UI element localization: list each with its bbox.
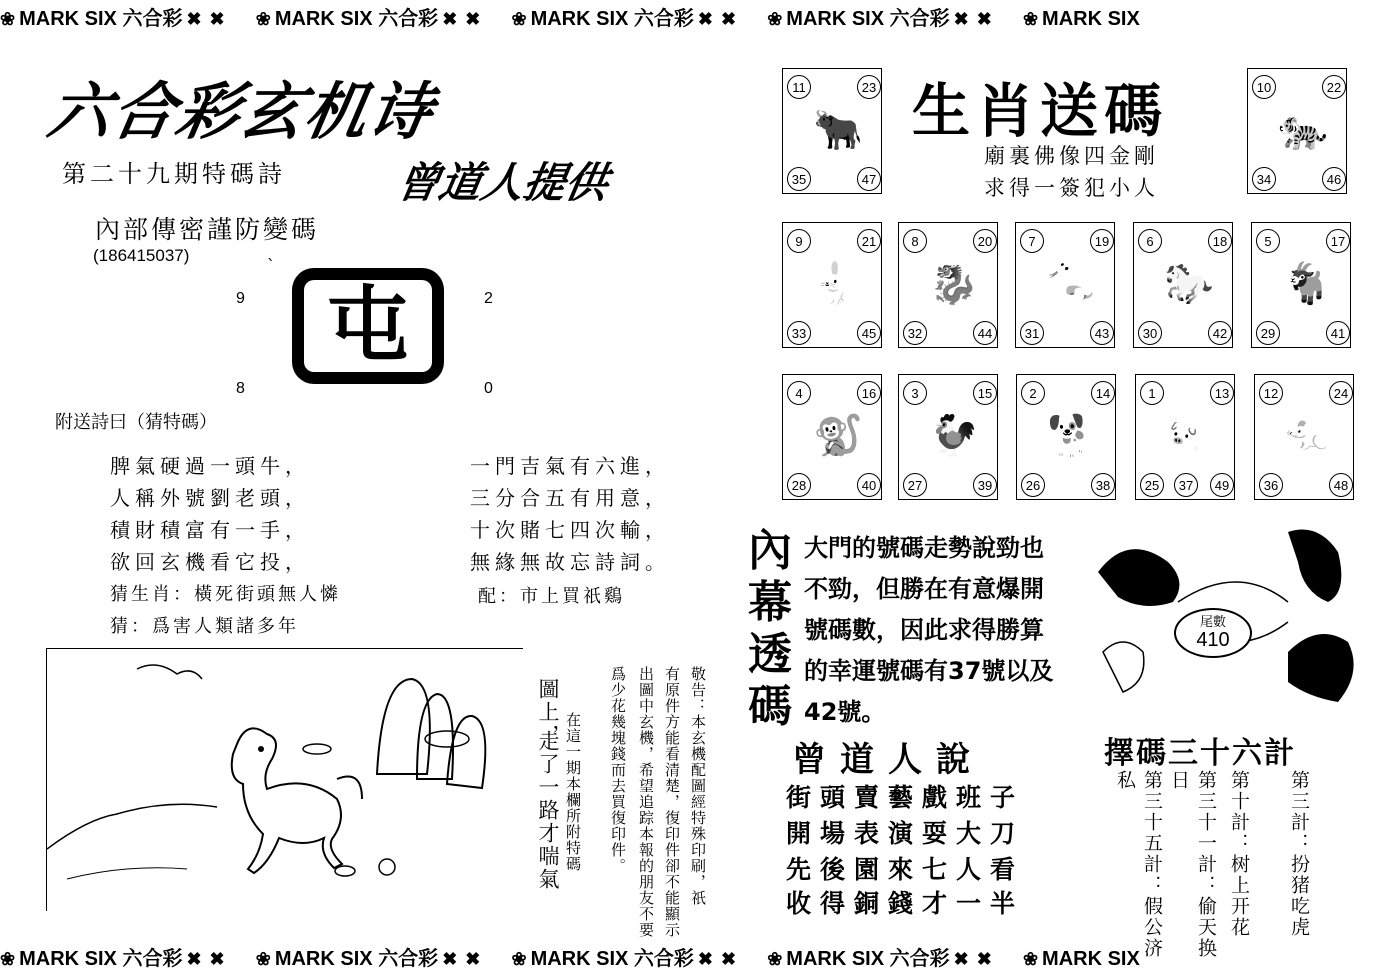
zodiac-number: 19: [1090, 229, 1114, 253]
zodiac-number: 43: [1090, 321, 1114, 345]
flower-icon: ❀: [511, 949, 527, 969]
zodiac-number: 1: [1140, 381, 1164, 405]
taoist-line: 街頭賣藝戲班子: [786, 783, 1025, 812]
notice-column: 敬告：本玄機配圖經特殊印刷，祇: [689, 666, 707, 906]
zodiac-number: 18: [1208, 229, 1232, 253]
flower-icon: ❀: [767, 949, 783, 969]
dog-icon: 🐕: [1047, 412, 1097, 459]
zodiac-number: 22: [1322, 75, 1346, 99]
cross-icon: ✖: [721, 949, 737, 969]
notice-column: 爲少花幾塊錢而去買復印件。: [609, 666, 627, 874]
cartoon-caption-small: 在這一期本欄所附特碼: [564, 712, 582, 872]
cross-icon: ✖: [953, 9, 969, 29]
decor-mark: ˋ: [267, 256, 275, 275]
zodiac-number: 36: [1259, 473, 1283, 497]
strategy-column: 第十計：树上开花: [1228, 770, 1250, 938]
zodiac-number: 24: [1329, 381, 1353, 405]
taoist-title: 曾道人說: [792, 740, 984, 780]
dragon-icon: 🐉: [929, 260, 979, 307]
flower-icon: ❀: [255, 9, 271, 29]
zodiac-number: 47: [857, 167, 881, 191]
zodiac-number: 41: [1326, 321, 1350, 345]
zodiac-number: 10: [1252, 75, 1276, 99]
cross-icon: ✖: [465, 9, 481, 29]
cross-icon: ✖: [465, 949, 481, 969]
zodiac-number: 37: [1174, 473, 1198, 497]
taoist-line: 先後園來七人看: [786, 855, 1025, 884]
secret-character: 屯: [326, 278, 409, 373]
flower-icon: ❀: [1022, 9, 1039, 29]
monkey-icon: 🐒: [813, 412, 863, 459]
zodiac-card: [1251, 222, 1351, 348]
strategy-column: 第三十五計：假公济私: [1114, 770, 1163, 959]
zodiac-number: 5: [1256, 229, 1280, 253]
zodiac-card: [898, 222, 998, 348]
taoist-line: 開場表演耍大刀: [786, 819, 1025, 848]
zodiac-number: 30: [1138, 321, 1162, 345]
cross-icon: ✖: [209, 949, 225, 969]
taoist-line: 收得銅錢才一半: [786, 889, 1025, 918]
flower-icon: ❀: [0, 9, 16, 29]
poem-line: 欲回玄機看它投，: [110, 550, 310, 574]
snake-icon: 🐍: [1046, 260, 1096, 307]
border-unit: ❀ MARK SIX 六合彩 ✖ ✖: [0, 8, 225, 30]
inside-info-title: 內 幕 透 碼: [748, 525, 792, 732]
zodiac-number: 17: [1326, 229, 1350, 253]
poem-line: 人稱外號劉老頭，: [110, 486, 310, 510]
cross-icon: ✖: [209, 9, 225, 29]
cross-icon: ✖: [697, 9, 714, 29]
flower-icon: ❀: [767, 9, 783, 29]
strategy-column: 第三十一計：偷天换日: [1168, 770, 1217, 959]
cross-icon: ✖: [953, 949, 969, 969]
provider-label: 曾道人提供: [393, 158, 612, 207]
cartoon-caption-big: 圖上，: [536, 678, 560, 747]
corner-number-tr: 2: [484, 290, 493, 307]
horse-icon: 🐎: [1164, 260, 1214, 307]
strategies-title: 擇碼三十六計: [1104, 736, 1296, 771]
border-unit: ❀ MARK SIX 六合彩 ✖ ✖: [0, 948, 225, 970]
zodiac-number: 34: [1252, 167, 1276, 191]
cartoon-caption-big: 走了一路才喘氣: [536, 730, 560, 891]
zodiac-number: 11: [787, 75, 811, 99]
zodiac-number: 27: [903, 473, 927, 497]
notice-column: 出圖中玄機，希望追踪本報的朋友不要: [637, 666, 655, 938]
goat-icon: 🐐: [1282, 260, 1332, 307]
zodiac-number: 15: [973, 381, 997, 405]
strategy-column: 第三計：扮猪吃虎: [1288, 770, 1310, 938]
rabbit-icon: 🐇: [813, 260, 863, 307]
poem-line: 脾氣硬過一頭牛，: [110, 454, 310, 478]
zodiac-number: 13: [1210, 381, 1234, 405]
zodiac-number: 8: [903, 229, 927, 253]
zodiac-number: 21: [857, 229, 881, 253]
zodiac-number: 39: [973, 473, 997, 497]
tail-number-badge: 尾數 410: [1174, 608, 1252, 658]
zodiac-number: 32: [903, 321, 927, 345]
flower-icon: ❀: [0, 949, 16, 969]
border-unit: ❀ MARK SIX: [1022, 8, 1140, 30]
zodiac-number: 23: [857, 75, 881, 99]
cartoon-illustration: [46, 648, 523, 911]
zodiac-number: 48: [1329, 473, 1353, 497]
zodiac-title: 生肖送碼: [912, 77, 1169, 145]
zodiac-number: 7: [1020, 229, 1044, 253]
secret-character-box: [292, 268, 444, 384]
border-unit: ❀ MARK SIX: [1022, 948, 1140, 970]
zodiac-card: [782, 374, 882, 500]
zodiac-number: 49: [1210, 473, 1234, 497]
cross-icon: ✖: [186, 949, 202, 969]
zodiac-card: [898, 374, 998, 500]
poem-line: 無緣無故忘詩詞。: [470, 550, 670, 574]
zodiac-number: 25: [1140, 473, 1164, 497]
zodiac-card: [1254, 374, 1354, 500]
poem-line: 一門吉氣有六進，: [470, 454, 670, 478]
zodiac-number: 16: [857, 381, 881, 405]
poem-line: 三分合五有用意，: [470, 486, 670, 510]
flower-icon: ❀: [1022, 949, 1039, 969]
border-unit: ❀ MARK SIX 六合彩 ✖ ✖: [767, 948, 992, 970]
zodiac-subtitle: 求得一簽犯小人: [984, 176, 1159, 200]
flower-icon: ❀: [255, 949, 271, 969]
cross-icon: ✖: [186, 9, 202, 29]
zodiac-number: 14: [1091, 381, 1115, 405]
zodiac-number: 44: [973, 321, 997, 345]
zodiac-number: 2: [1021, 381, 1045, 405]
zodiac-card: [782, 222, 882, 348]
flower-icon: ❀: [511, 9, 527, 29]
cross-icon: ✖: [721, 9, 737, 29]
cross-icon: ✖: [976, 9, 992, 29]
corner-number-tl: 9: [236, 290, 245, 307]
zodiac-number: 35: [787, 167, 811, 191]
phone-number: (186415037): [93, 246, 190, 265]
rooster-icon: 🐓: [929, 412, 979, 459]
zodiac-number: 29: [1256, 321, 1280, 345]
poem-hint: 猜生肖：橫死街頭無人憐: [110, 584, 341, 605]
cross-icon: ✖: [976, 949, 992, 969]
zodiac-subtitle: 廟裏佛像四金剛: [984, 144, 1159, 168]
zodiac-number: 42: [1208, 321, 1232, 345]
zodiac-number: 28: [787, 473, 811, 497]
ox-icon: 🐂: [813, 106, 863, 153]
issue-label: 第二十九期特碼詩: [62, 160, 286, 188]
zodiac-number: 6: [1138, 229, 1162, 253]
poem-line: 積財積富有一手，: [110, 518, 310, 542]
zodiac-number: 4: [787, 381, 811, 405]
zodiac-card: [782, 68, 882, 194]
corner-number-bl: 8: [236, 380, 245, 397]
notice-column: 有原件方能看清楚，復印件卻不能顯示: [663, 666, 681, 938]
rat-icon: 🐀: [1285, 412, 1335, 459]
cartoon-horse-icon: [47, 649, 523, 911]
poem-hint: 猜：爲害人類諸多年: [110, 616, 299, 637]
secret-label: 內部傳密謹防變碼: [95, 215, 320, 244]
cross-icon: ✖: [442, 949, 458, 969]
poem-hint: 配：市上買祇鷄: [478, 586, 625, 607]
zodiac-card: [1016, 374, 1116, 500]
cross-icon: ✖: [442, 9, 458, 29]
inside-info-text: 大門的號碼走勢說勁也 不勁，但勝在有意爆開 號碼數，因此求得勝算 的幸運號碼有37號以及 42號。: [804, 534, 1054, 726]
page-title: 六合彩玄机诗: [42, 75, 440, 148]
poem-line: 十次賭七四次輸，: [470, 518, 670, 542]
poem-title: 附送詩曰（猜特碼）: [55, 412, 217, 433]
border-unit: ❀ MARK SIX 六合彩 ✖ ✖: [255, 8, 481, 30]
zodiac-card: [1247, 68, 1347, 194]
top-border-strip: [0, 2, 1391, 32]
cross-icon: ✖: [697, 949, 714, 969]
pig-icon: 🐖: [1166, 412, 1216, 459]
zodiac-number: 38: [1091, 473, 1115, 497]
zodiac-card: [1015, 222, 1115, 348]
zodiac-number: 3: [903, 381, 927, 405]
border-unit: ❀ MARK SIX 六合彩 ✖ ✖: [511, 8, 737, 30]
zodiac-number: 26: [1021, 473, 1045, 497]
border-unit: ❀ MARK SIX 六合彩 ✖ ✖: [511, 948, 737, 970]
tiger-icon: 🐅: [1278, 106, 1328, 153]
zodiac-number: 33: [787, 321, 811, 345]
zodiac-card: [1133, 222, 1233, 348]
border-unit: ❀ MARK SIX 六合彩 ✖ ✖: [255, 948, 481, 970]
corner-number-br: 0: [484, 380, 493, 397]
zodiac-number: 12: [1259, 381, 1283, 405]
zodiac-number: 40: [857, 473, 881, 497]
zodiac-number: 46: [1322, 167, 1346, 191]
zodiac-number: 45: [857, 321, 881, 345]
zodiac-number: 20: [973, 229, 997, 253]
border-unit: ❀ MARK SIX 六合彩 ✖ ✖: [767, 8, 992, 30]
zodiac-card: [1135, 374, 1235, 500]
zodiac-number: 31: [1020, 321, 1044, 345]
zodiac-number: 9: [787, 229, 811, 253]
secret-character-frame: [304, 280, 432, 372]
